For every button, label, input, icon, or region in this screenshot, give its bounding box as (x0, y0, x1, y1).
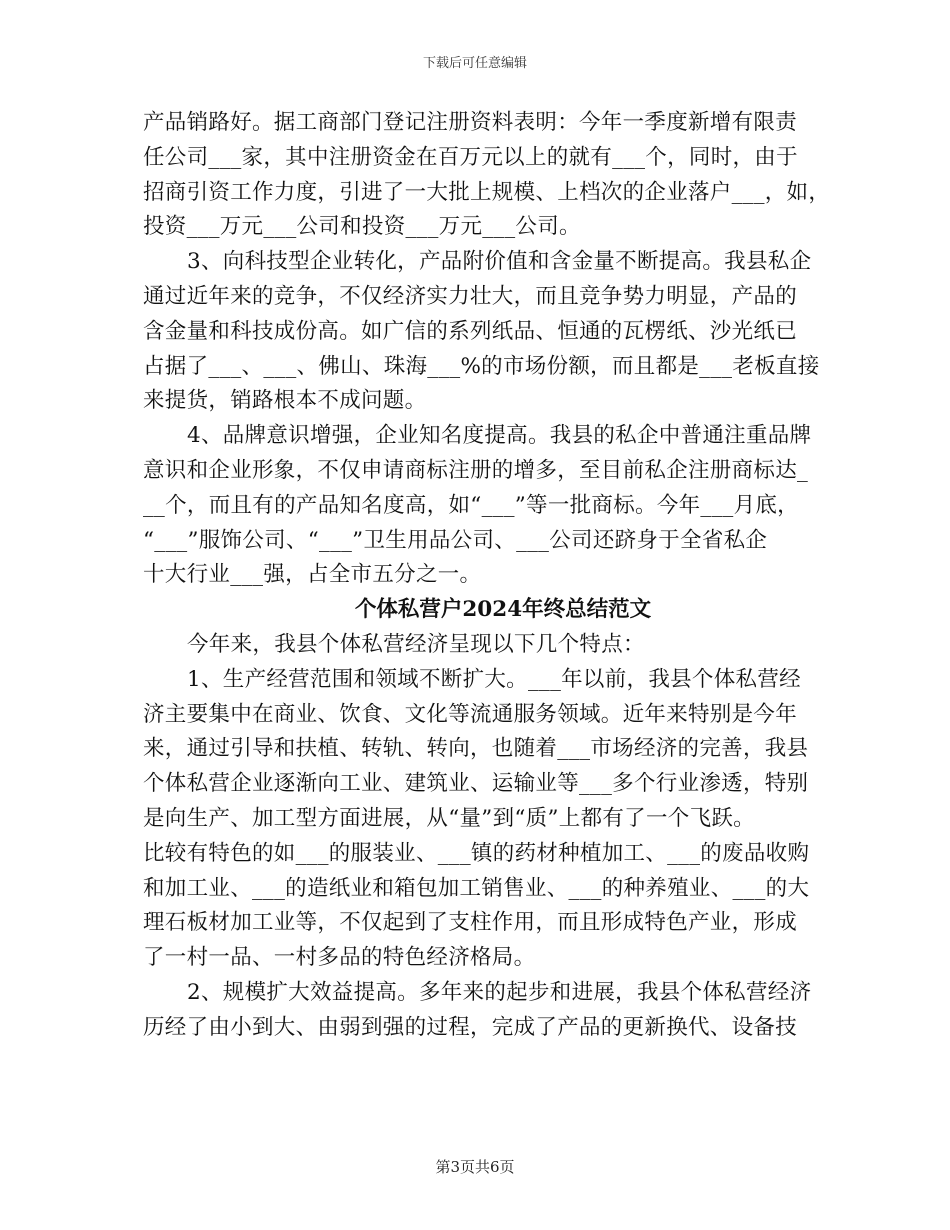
text-line: 通过近年来的竞争，不仅经济实力壮大，而且竞争势力明显，产品的 (143, 283, 798, 309)
text-line: 任公司___家，其中注册资金在百万元以上的就有___个，同时，由于 (143, 144, 798, 170)
text-line: 了一村一品、一村多品的特色经济格局。 (143, 945, 536, 971)
text-line: 2、规模扩大效益提高。多年来的起步和进展，我县个体私营经济 (187, 979, 812, 1005)
text-line: 1、生产经营范围和领域不断扩大。___年以前，我县个体私营经 (187, 666, 801, 692)
text-line: 3、向科技型企业转化，产品附价值和含金量不断提高。我县私企 (187, 249, 812, 275)
text-line: 今年来，我县个体私营经济呈现以下几个特点： (187, 631, 645, 657)
text-line: 来，通过引导和扶植、转轨、转向，也随着___市场经济的完善，我县 (143, 736, 809, 762)
text-line: 和加工业、___的造纸业和箱包加工销售业、___的种养殖业、___的大 (143, 875, 810, 901)
text-line: 比较有特色的如___的服装业、___镇的药材种植加工、___的废品收购 (143, 840, 810, 866)
page-footer: 第3页共6页 (435, 1158, 515, 1176)
text-line: 4、品牌意识增强，企业知名度提高。我县的私企中普通注重品牌 (187, 423, 812, 449)
text-line: 意识和企业形象，不仅申请商标注册的增多，至目前私企注册商标达_ (143, 457, 809, 483)
page-header: 下载后可任意编辑 (422, 56, 527, 71)
section-title: 个体私营户2024年终总结范文 (354, 597, 652, 623)
text-line: 理石板材加工业等，不仅起到了支柱作用，而且形成特色产业，形成 (143, 910, 798, 936)
text-line: 来提货，销路根本不成问题。 (143, 388, 427, 414)
document-body (143, 106, 831, 1046)
text-line: 招商引资工作力度，引进了一大批上规模、上档次的企业落户___，如， (143, 179, 831, 205)
text-line: 产品销路好。据工商部门登记注册资料表明：今年一季度新增有限责 (143, 110, 798, 135)
text-line: 济主要集中在商业、饮食、文化等流通服务领域。近年来特别是今年 (143, 701, 798, 727)
text-line: 个体私营企业逐渐向工业、建筑业、运输业等___多个行业渗透，特别 (143, 771, 809, 797)
text-line: 含金量和科技成份高。如广信的系列纸品、恒通的瓦楞纸、沙光纸已 (143, 318, 798, 344)
text-line: 十大行业___强，占全市五分之一。 (143, 562, 482, 588)
text-line: 占据了___、___、佛山、珠海___%的市场份额，而且都是___老板直接 (143, 353, 820, 379)
text-line: 是向生产、加工型方面进展，从“量”到“质”上都有了一个飞跃。 (143, 805, 755, 831)
section-new (143, 628, 823, 1046)
text-line: __个，而且有的产品知名度高，如“___”等一批商标。今年___月底， (143, 492, 799, 518)
section-continued (143, 106, 831, 593)
text-line: 投资___万元___公司和投资___万元___公司。 (143, 214, 581, 240)
text-line: 历经了由小到大、由弱到强的过程，完成了产品的更新换代、设备技 (143, 1014, 798, 1040)
text-line: “___”服饰公司、“___”卫生用品公司、___公司还跻身于全省私企 (143, 527, 768, 553)
